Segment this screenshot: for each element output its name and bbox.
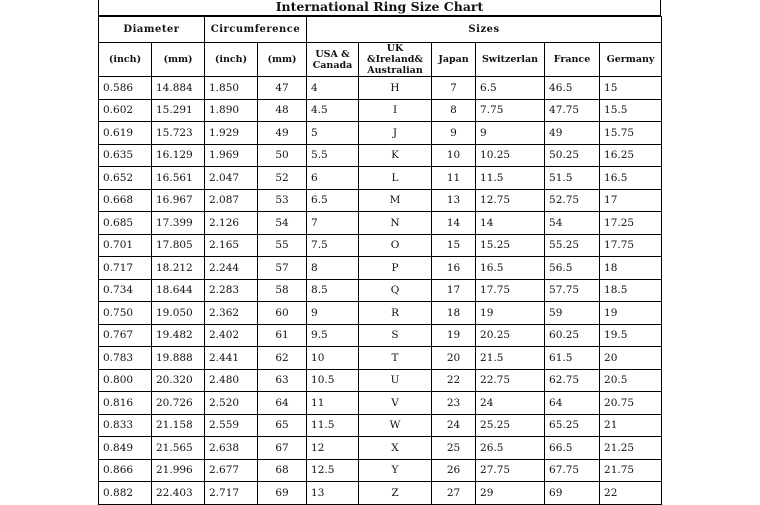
table-cell: 69 <box>545 482 600 505</box>
table-row <box>99 234 662 257</box>
table-cell: 0.602 <box>99 99 152 122</box>
column-header-row <box>99 43 662 77</box>
table-cell: 21.996 <box>152 459 205 482</box>
table-cell: S <box>359 324 432 347</box>
table-cell: T <box>359 347 432 370</box>
table-cell: 20.320 <box>152 369 205 392</box>
table-cell: 20 <box>432 347 476 370</box>
table-cell: 2.047 <box>205 167 258 190</box>
table-cell: 11.5 <box>307 414 359 437</box>
table-cell: 10.25 <box>476 144 545 167</box>
table-cell: 13 <box>432 189 476 212</box>
table-cell: 16.967 <box>152 189 205 212</box>
table-cell: 63 <box>258 369 307 392</box>
table-cell: 47.75 <box>545 99 600 122</box>
table-cell: 18 <box>432 302 476 325</box>
diameter-header: Diameter <box>99 17 205 43</box>
table-cell: 18.644 <box>152 279 205 302</box>
table-cell: 15.5 <box>600 99 662 122</box>
table-cell: H <box>359 77 432 100</box>
table-cell: 16.129 <box>152 144 205 167</box>
table-cell: 61.5 <box>545 347 600 370</box>
table-cell: 2.402 <box>205 324 258 347</box>
table-cell: 64 <box>258 392 307 415</box>
table-row <box>99 189 662 212</box>
column-header: Germany <box>600 43 662 77</box>
table-cell: Y <box>359 459 432 482</box>
table-cell: 12.75 <box>476 189 545 212</box>
table-cell: 62 <box>258 347 307 370</box>
table-cell: 23 <box>432 392 476 415</box>
table-cell: 16.561 <box>152 167 205 190</box>
table-cell: 11.5 <box>476 167 545 190</box>
table-cell: 19 <box>600 302 662 325</box>
table-row <box>99 122 662 145</box>
table-cell: 9.5 <box>307 324 359 347</box>
table-cell: 1.929 <box>205 122 258 145</box>
table-cell: 52 <box>258 167 307 190</box>
table-cell: 0.635 <box>99 144 152 167</box>
table-cell: 2.441 <box>205 347 258 370</box>
table-cell: 16.25 <box>600 144 662 167</box>
table-cell: 2.362 <box>205 302 258 325</box>
table-cell: 29 <box>476 482 545 505</box>
table-cell: 26 <box>432 459 476 482</box>
table-cell: 14.884 <box>152 77 205 100</box>
table-cell: 69 <box>258 482 307 505</box>
table-cell: 64 <box>545 392 600 415</box>
table-cell: 0.783 <box>99 347 152 370</box>
table-cell: 12 <box>307 437 359 460</box>
table-cell: 0.668 <box>99 189 152 212</box>
table-cell: 5 <box>307 122 359 145</box>
table-cell: V <box>359 392 432 415</box>
table-cell: 0.619 <box>99 122 152 145</box>
table-cell: 2.520 <box>205 392 258 415</box>
table-cell: 0.717 <box>99 257 152 280</box>
table-cell: 0.816 <box>99 392 152 415</box>
table-cell: 19.888 <box>152 347 205 370</box>
table-cell: 4.5 <box>307 99 359 122</box>
table-cell: 0.866 <box>99 459 152 482</box>
table-row <box>99 459 662 482</box>
table-cell: 15.25 <box>476 234 545 257</box>
table-cell: 19.482 <box>152 324 205 347</box>
table-cell: Q <box>359 279 432 302</box>
table-row <box>99 324 662 347</box>
table-cell: 21.25 <box>600 437 662 460</box>
table-cell: 25.25 <box>476 414 545 437</box>
column-header: Switzerlan <box>476 43 545 77</box>
table-cell: 18.5 <box>600 279 662 302</box>
table-cell: 18.212 <box>152 257 205 280</box>
table-cell: 2.480 <box>205 369 258 392</box>
table-cell: 17.805 <box>152 234 205 257</box>
table-cell: 22 <box>432 369 476 392</box>
table-cell: 4 <box>307 77 359 100</box>
table-cell: 21.565 <box>152 437 205 460</box>
table-cell: 50.25 <box>545 144 600 167</box>
table-cell: 20.5 <box>600 369 662 392</box>
table-cell: 15.723 <box>152 122 205 145</box>
table-cell: N <box>359 212 432 235</box>
chart-title: International Ring Size Chart <box>98 0 661 16</box>
table-row <box>99 257 662 280</box>
table-cell: 15.291 <box>152 99 205 122</box>
table-cell: 56.5 <box>545 257 600 280</box>
table-row <box>99 482 662 505</box>
table-cell: 65.25 <box>545 414 600 437</box>
table-cell: 49 <box>545 122 600 145</box>
table-cell: 16.5 <box>476 257 545 280</box>
table-cell: 2.638 <box>205 437 258 460</box>
table-cell: 7 <box>307 212 359 235</box>
column-header: (inch) <box>205 43 258 77</box>
table-cell: 9 <box>476 122 545 145</box>
table-cell: R <box>359 302 432 325</box>
table-cell: 46.5 <box>545 77 600 100</box>
table-cell: 6 <box>307 167 359 190</box>
table-cell: 10 <box>432 144 476 167</box>
table-cell: L <box>359 167 432 190</box>
table-cell: 0.833 <box>99 414 152 437</box>
table-row <box>99 437 662 460</box>
table-cell: 11 <box>432 167 476 190</box>
table-cell: 16 <box>432 257 476 280</box>
table-cell: O <box>359 234 432 257</box>
table-cell: 17.75 <box>476 279 545 302</box>
table-cell: 14 <box>432 212 476 235</box>
table-cell: 26.5 <box>476 437 545 460</box>
table-cell: 1.969 <box>205 144 258 167</box>
column-header: Japan <box>432 43 476 77</box>
table-cell: 0.882 <box>99 482 152 505</box>
table-cell: 6.5 <box>307 189 359 212</box>
sizes-header: Sizes <box>307 17 662 43</box>
table-cell: 54 <box>258 212 307 235</box>
column-header: France <box>545 43 600 77</box>
table-cell: 60.25 <box>545 324 600 347</box>
table-cell: 48 <box>258 99 307 122</box>
table-cell: 0.652 <box>99 167 152 190</box>
table-cell: 1.850 <box>205 77 258 100</box>
table-row <box>99 414 662 437</box>
table-cell: 55 <box>258 234 307 257</box>
table-cell: W <box>359 414 432 437</box>
table-row <box>99 347 662 370</box>
table-cell: 19.5 <box>600 324 662 347</box>
table-cell: 8.5 <box>307 279 359 302</box>
table-cell: 9 <box>307 302 359 325</box>
table-cell: 6.5 <box>476 77 545 100</box>
table-cell: 17.399 <box>152 212 205 235</box>
table-cell: 19 <box>476 302 545 325</box>
table-row <box>99 167 662 190</box>
table-cell: K <box>359 144 432 167</box>
table-cell: 8 <box>432 99 476 122</box>
table-cell: 16.5 <box>600 167 662 190</box>
table-cell: 17.25 <box>600 212 662 235</box>
table-cell: 52.75 <box>545 189 600 212</box>
table-cell: 27 <box>432 482 476 505</box>
ring-size-table <box>98 16 662 505</box>
table-cell: 0.849 <box>99 437 152 460</box>
table-cell: 22.403 <box>152 482 205 505</box>
table-cell: 15.75 <box>600 122 662 145</box>
table-cell: 17.75 <box>600 234 662 257</box>
table-cell: 20.75 <box>600 392 662 415</box>
table-cell: 8 <box>307 257 359 280</box>
column-header: UK &Ireland& Australian <box>359 43 432 77</box>
table-cell: 50 <box>258 144 307 167</box>
table-cell: 2.165 <box>205 234 258 257</box>
table-cell: 0.586 <box>99 77 152 100</box>
table-cell: 27.75 <box>476 459 545 482</box>
table-cell: 47 <box>258 77 307 100</box>
column-header: USA & Canada <box>307 43 359 77</box>
table-cell: 55.25 <box>545 234 600 257</box>
table-row <box>99 279 662 302</box>
table-cell: 51.5 <box>545 167 600 190</box>
table-cell: 2.244 <box>205 257 258 280</box>
table-cell: 60 <box>258 302 307 325</box>
table-cell: 9 <box>432 122 476 145</box>
table-cell: 7.75 <box>476 99 545 122</box>
table-cell: 25 <box>432 437 476 460</box>
table-cell: 0.800 <box>99 369 152 392</box>
table-row <box>99 144 662 167</box>
table-cell: 17 <box>432 279 476 302</box>
table-cell: 65 <box>258 414 307 437</box>
table-cell: 0.767 <box>99 324 152 347</box>
table-cell: 58 <box>258 279 307 302</box>
table-cell: 7 <box>432 77 476 100</box>
table-cell: P <box>359 257 432 280</box>
table-row <box>99 392 662 415</box>
table-cell: 0.750 <box>99 302 152 325</box>
table-cell: 2.677 <box>205 459 258 482</box>
table-row <box>99 212 662 235</box>
table-cell: 59 <box>545 302 600 325</box>
table-cell: 62.75 <box>545 369 600 392</box>
table-cell: 10 <box>307 347 359 370</box>
table-cell: 67 <box>258 437 307 460</box>
table-cell: 57.75 <box>545 279 600 302</box>
table-row <box>99 77 662 100</box>
table-cell: 21.5 <box>476 347 545 370</box>
table-cell: 11 <box>307 392 359 415</box>
table-cell: 61 <box>258 324 307 347</box>
table-cell: 1.890 <box>205 99 258 122</box>
table-cell: I <box>359 99 432 122</box>
table-cell: 12.5 <box>307 459 359 482</box>
table-row <box>99 99 662 122</box>
table-cell: 10.5 <box>307 369 359 392</box>
table-cell: 20 <box>600 347 662 370</box>
table-cell: 21.158 <box>152 414 205 437</box>
table-cell: Z <box>359 482 432 505</box>
table-cell: 66.5 <box>545 437 600 460</box>
table-cell: 14 <box>476 212 545 235</box>
table-cell: 7.5 <box>307 234 359 257</box>
table-cell: U <box>359 369 432 392</box>
column-header: (inch) <box>99 43 152 77</box>
column-header: (mm) <box>258 43 307 77</box>
table-cell: J <box>359 122 432 145</box>
table-cell: 15 <box>600 77 662 100</box>
table-cell: 2.126 <box>205 212 258 235</box>
table-cell: 19.050 <box>152 302 205 325</box>
table-cell: 19 <box>432 324 476 347</box>
table-cell: 0.685 <box>99 212 152 235</box>
table-cell: 54 <box>545 212 600 235</box>
table-cell: 0.701 <box>99 234 152 257</box>
ring-size-chart <box>98 0 661 499</box>
table-cell: 24 <box>432 414 476 437</box>
table-cell: 18 <box>600 257 662 280</box>
table-row <box>99 369 662 392</box>
table-cell: 20.25 <box>476 324 545 347</box>
table-cell: 5.5 <box>307 144 359 167</box>
column-header: (mm) <box>152 43 205 77</box>
table-cell: 21.75 <box>600 459 662 482</box>
table-cell: 22.75 <box>476 369 545 392</box>
table-cell: 22 <box>600 482 662 505</box>
table-cell: 2.717 <box>205 482 258 505</box>
table-cell: 17 <box>600 189 662 212</box>
table-cell: 49 <box>258 122 307 145</box>
table-cell: 2.283 <box>205 279 258 302</box>
circumference-header: Circumference <box>205 17 307 43</box>
table-cell: X <box>359 437 432 460</box>
table-cell: 57 <box>258 257 307 280</box>
table-cell: 20.726 <box>152 392 205 415</box>
table-row <box>99 302 662 325</box>
table-cell: 21 <box>600 414 662 437</box>
table-cell: M <box>359 189 432 212</box>
table-cell: 68 <box>258 459 307 482</box>
table-cell: 15 <box>432 234 476 257</box>
table-cell: 13 <box>307 482 359 505</box>
table-cell: 2.559 <box>205 414 258 437</box>
table-cell: 24 <box>476 392 545 415</box>
group-header-row <box>99 17 662 43</box>
table-cell: 67.75 <box>545 459 600 482</box>
table-cell: 2.087 <box>205 189 258 212</box>
table-cell: 0.734 <box>99 279 152 302</box>
table-cell: 53 <box>258 189 307 212</box>
table-body <box>99 77 662 505</box>
